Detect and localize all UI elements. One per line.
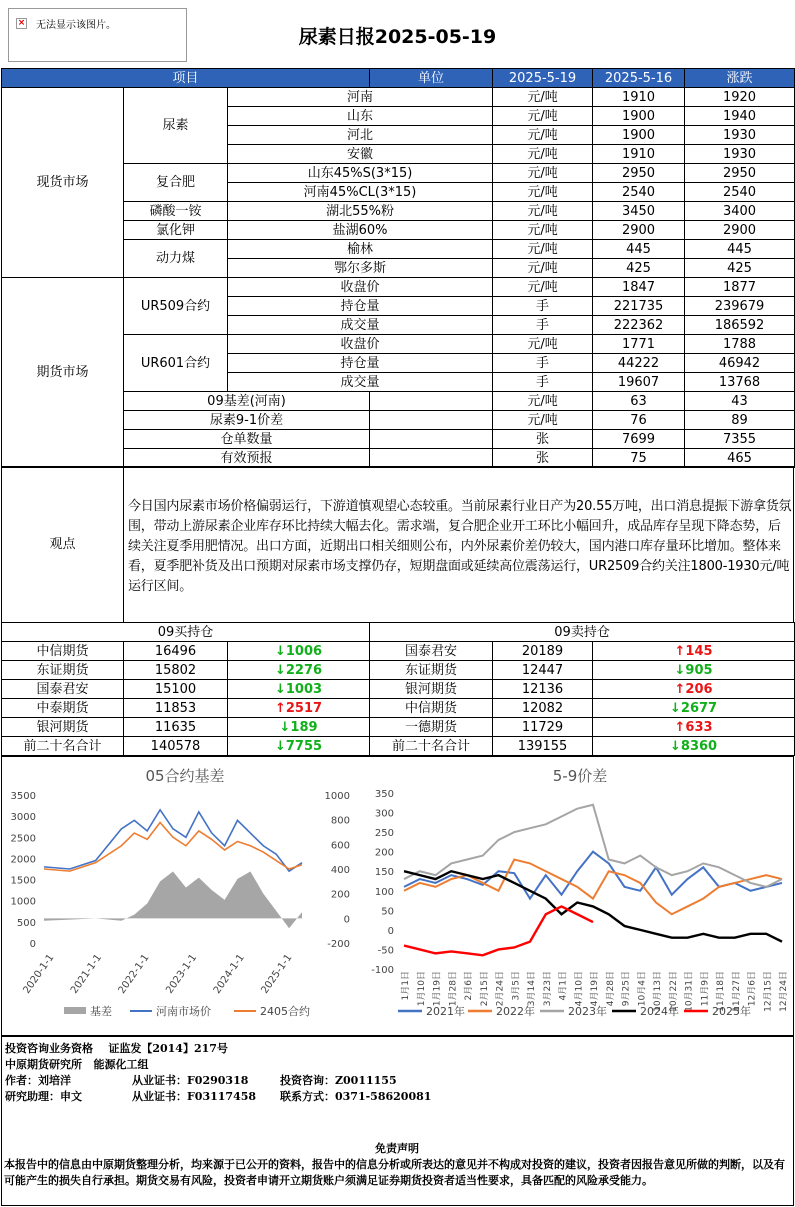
value-today: 1910 (593, 88, 685, 107)
legend-label: 2023年 (568, 1005, 607, 1018)
legend-swatch (64, 1007, 86, 1014)
opinion-text: 今日国内尿素市场价格偏弱运行，下游道慎观望心态较重。当前尿素行业日产为20.55万吨，出口消息提振下游拿货氛围，带动上游尿素企业库存环比持续大幅去化。需求端，复合肥企业开工环比小幅回升，成品库存呈现下降态势，后续关注夏季用肥情况。出口方面，近期出口相关细则公布，内外尿素价差仍较大，国内港口库存量环比增加。整体来看，夏季肥补货及出口预期对尿素市场支撑仍存，短期盘面或延续高位震荡运行，UR2509合约关注1800-1930元/吨运行区间。 (128, 499, 792, 594)
header-item: 项目 (2, 69, 370, 88)
buy-broker: 中泰期货 (2, 699, 124, 718)
y-tick-right: 600 (330, 840, 350, 852)
item-name: 山东45%S(3*15) (228, 164, 493, 183)
y-tick: 50 (381, 906, 394, 918)
x-tick: 2023-1-1 (164, 952, 200, 996)
value-today: 425 (593, 259, 685, 278)
market-table (1, 68, 795, 468)
value-prev: 13768 (685, 373, 795, 392)
y-tick-left: 2500 (10, 833, 36, 845)
item-name: 仓单数量 (124, 430, 370, 449)
buy-volume: 11853 (124, 699, 228, 718)
y-tick: 350 (374, 789, 394, 800)
series-line-4 (404, 906, 593, 955)
sell-broker: 前二十名合计 (370, 737, 493, 756)
value-prev: 1930 (685, 126, 795, 145)
value-today: 3450 (593, 202, 685, 221)
item-name: 河南45%CL(3*15) (228, 183, 493, 202)
x-tick: 12月6日 (747, 971, 758, 1007)
item-name: 尿素9-1价差 (124, 411, 370, 430)
value-prev: 465 (685, 449, 795, 468)
item-name: 09基差(河南) (124, 392, 370, 411)
item-name: 安徽 (228, 145, 493, 164)
group-name: UR601合约 (124, 335, 228, 392)
disclaimer-text: 本报告中的信息由中原期货整理分析，均来源于已公开的资料，报告中的信息分析或所表达的意见并不构成对投资的建议，投资者因报告意见所做的判断，以及有可能产生的损失自行承担。期货交易有风险，投资者申请开立期货账户须满足证券期货投资者适当性要求，具备匹配的风险承受能力。 (4, 1158, 785, 1187)
item-name: 榆林 (228, 240, 493, 259)
item-name: 有效预报 (124, 449, 370, 468)
value-today: 1910 (593, 145, 685, 164)
value-today: 1900 (593, 126, 685, 145)
report-footer (1, 1036, 794, 1206)
y-tick-left: 3500 (10, 791, 36, 802)
item-name: 成交量 (228, 316, 493, 335)
team-name: 能源化工组 (93, 1058, 149, 1071)
legend-label: 河南市场价 (156, 1005, 211, 1018)
buy-volume: 16496 (124, 642, 228, 661)
broken-image-icon: × (17, 18, 26, 28)
value-prev: 43 (685, 392, 795, 411)
position-row (2, 718, 795, 737)
unit-cell: 元/吨 (493, 259, 593, 278)
y-tick-right: 200 (330, 889, 350, 901)
empty-cell (370, 430, 493, 449)
table-row (2, 88, 795, 107)
value-today: 222362 (593, 316, 685, 335)
buy-change: ↑2517 (228, 699, 370, 718)
basis-chart (2, 757, 368, 1035)
value-prev: 1920 (685, 88, 795, 107)
position-row (2, 661, 795, 680)
item-name: 持仓量 (228, 297, 493, 316)
charts-area (1, 756, 794, 1036)
unit-cell: 元/吨 (493, 88, 593, 107)
series-line-3 (404, 871, 782, 941)
item-name: 收盘价 (228, 335, 493, 354)
y-tick-left: 1500 (10, 875, 36, 887)
legend-label: 2405合约 (260, 1005, 310, 1018)
buy-change: ↓2276 (228, 661, 370, 680)
unit-cell: 手 (493, 354, 593, 373)
y-tick: 300 (374, 808, 394, 820)
group-name: 氯化钾 (124, 221, 228, 240)
buy-broker: 前二十名合计 (2, 737, 124, 756)
value-today: 445 (593, 240, 685, 259)
y-tick: 150 (374, 867, 394, 879)
y-tick: 250 (374, 828, 394, 840)
buy-title: 09买持仓 (2, 623, 370, 642)
sell-volume: 12136 (493, 680, 593, 699)
unit-cell: 手 (493, 316, 593, 335)
x-tick: 2月6日 (464, 971, 474, 1001)
buy-volume: 11635 (124, 718, 228, 737)
x-tick: 1月28日 (448, 971, 459, 1007)
opinion-section (1, 466, 794, 623)
assistant-cert: 从业证书：F03117458 (132, 1090, 257, 1103)
series-line-1 (44, 810, 302, 871)
y-tick-right: 0 (343, 914, 350, 926)
value-today: 2540 (593, 183, 685, 202)
unit-cell: 元/吨 (493, 240, 593, 259)
buy-broker: 东证期货 (2, 661, 124, 680)
sell-broker: 中信期货 (370, 699, 493, 718)
buy-change: ↓7755 (228, 737, 370, 756)
buy-change: ↓1003 (228, 680, 370, 699)
x-tick: 10月13日 (653, 971, 663, 1012)
unit-cell: 张 (493, 430, 593, 449)
sell-volume: 12082 (493, 699, 593, 718)
unit-cell: 手 (493, 373, 593, 392)
x-tick: 12月15日 (763, 971, 774, 1012)
item-name: 盐湖60% (228, 221, 493, 240)
item-name: 成交量 (228, 373, 493, 392)
sell-volume: 11729 (493, 718, 593, 737)
sell-volume: 12447 (493, 661, 593, 680)
empty-cell (370, 449, 493, 468)
y-tick: -50 (377, 945, 394, 957)
buy-broker: 国泰君安 (2, 680, 124, 699)
x-tick: 2020-1-1 (21, 952, 57, 996)
buy-volume: 15802 (124, 661, 228, 680)
value-today: 1900 (593, 107, 685, 126)
x-tick: 2月15日 (479, 971, 490, 1007)
chart-title: 05合约基差 (145, 767, 225, 785)
value-prev: 2900 (685, 221, 795, 240)
value-today: 2950 (593, 164, 685, 183)
value-today: 75 (593, 449, 685, 468)
sell-change: ↑633 (593, 718, 795, 737)
value-prev: 2950 (685, 164, 795, 183)
x-tick: 3月23日 (542, 971, 553, 1007)
sell-broker: 东证期货 (370, 661, 493, 680)
sell-volume: 20189 (493, 642, 593, 661)
y-tick-left: 2000 (10, 854, 36, 866)
empty-cell (370, 392, 493, 411)
x-tick: 12月24日 (779, 971, 789, 1012)
x-tick: 1月19日 (432, 971, 443, 1007)
spread-chart (368, 757, 793, 1035)
value-today: 7699 (593, 430, 685, 449)
position-row (2, 680, 795, 699)
value-prev: 1788 (685, 335, 795, 354)
x-tick: 11月9日 (700, 971, 711, 1007)
legend-label: 2021年 (426, 1005, 465, 1018)
y-tick: 100 (374, 886, 394, 898)
unit-cell: 元/吨 (493, 411, 593, 430)
item-name: 山东 (228, 107, 493, 126)
value-today: 1847 (593, 278, 685, 297)
group-name: UR509合约 (124, 278, 228, 335)
sell-title: 09卖持仓 (370, 623, 795, 642)
unit-cell: 元/吨 (493, 183, 593, 202)
unit-cell: 元/吨 (493, 107, 593, 126)
unit-cell: 元/吨 (493, 278, 593, 297)
item-name: 收盘价 (228, 278, 493, 297)
x-tick: 10月31日 (684, 971, 695, 1012)
table-header-row (2, 69, 795, 88)
value-prev: 445 (685, 240, 795, 259)
contact: 联系方式：0371-58620081 (280, 1090, 432, 1103)
table-row (2, 278, 795, 297)
item-name: 持仓量 (228, 354, 493, 373)
positions-table (1, 622, 795, 756)
group-name: 尿素 (124, 88, 228, 164)
y-tick-right: 400 (330, 865, 350, 876)
qualification-number: 证监发【2014】217号 (108, 1042, 228, 1055)
x-tick: 4月28日 (605, 971, 616, 1007)
y-tick-right: 800 (330, 815, 350, 827)
report-title: 尿素日报2025-05-19 (298, 26, 497, 48)
item-name: 河北 (228, 126, 493, 145)
y-tick-right: -200 (327, 939, 350, 950)
y-tick-left: 0 (29, 939, 36, 950)
buy-broker: 中信期货 (2, 642, 124, 661)
value-today: 221735 (593, 297, 685, 316)
value-prev: 1930 (685, 145, 795, 164)
group-name: 动力煤 (124, 240, 228, 278)
unit-cell: 元/吨 (493, 221, 593, 240)
header-change: 涨跌 (685, 69, 795, 88)
section-spot: 现货市场 (2, 88, 124, 278)
value-today: 2900 (593, 221, 685, 240)
series-line-0 (404, 852, 782, 899)
y-tick-left: 3000 (10, 812, 36, 824)
position-row (2, 737, 795, 756)
unit-cell: 元/吨 (493, 335, 593, 354)
opinion-label: 观点 (2, 467, 124, 622)
value-prev: 425 (685, 259, 795, 278)
x-tick: 2月24日 (495, 971, 506, 1007)
x-tick: 10月4日 (637, 971, 648, 1007)
buy-volume: 15100 (124, 680, 228, 699)
group-name: 磷酸一铵 (124, 202, 228, 221)
header-date1: 2025-5-19 (493, 69, 593, 88)
value-today: 19607 (593, 373, 685, 392)
positions-header-row (2, 623, 795, 642)
x-tick: 3月5日 (511, 971, 522, 1001)
sell-broker: 一德期货 (370, 718, 493, 737)
disclaimer (4, 1141, 790, 1189)
y-tick: 0 (387, 925, 394, 937)
x-tick: 4月1日 (558, 971, 569, 1001)
buy-change: ↓1006 (228, 642, 370, 661)
item-name: 湖北55%粉 (228, 202, 493, 221)
empty-cell (370, 411, 493, 430)
value-prev: 7355 (685, 430, 795, 449)
institute-line (5, 1056, 149, 1072)
unit-cell: 元/吨 (493, 145, 593, 164)
unit-cell: 元/吨 (493, 202, 593, 221)
x-tick: 9月25日 (621, 971, 632, 1007)
disclaimer-title: 免责声明 (375, 1142, 419, 1155)
value-prev: 239679 (685, 297, 795, 316)
value-prev: 186592 (685, 316, 795, 335)
x-tick: 2024-1-1 (211, 952, 247, 996)
x-tick: 10月22日 (668, 971, 679, 1012)
series-basis-area (44, 871, 302, 928)
x-tick: 2021-1-1 (69, 952, 105, 996)
value-today: 1771 (593, 335, 685, 354)
unit-cell: 元/吨 (493, 164, 593, 183)
buy-change: ↓189 (228, 718, 370, 737)
item-name: 鄂尔多斯 (228, 259, 493, 278)
buy-volume: 140578 (124, 737, 228, 756)
assistant: 研究助理：申文 (5, 1090, 82, 1103)
value-today: 44222 (593, 354, 685, 373)
group-name: 复合肥 (124, 164, 228, 202)
unit-cell: 张 (493, 449, 593, 468)
institute-name: 中原期货研究所 (5, 1058, 82, 1071)
x-tick: 11月18日 (716, 971, 726, 1012)
x-tick: 2025-1-1 (259, 952, 295, 996)
buy-broker: 银河期货 (2, 718, 124, 737)
value-prev: 2540 (685, 183, 795, 202)
sell-broker: 国泰君安 (370, 642, 493, 661)
y-tick-left: 500 (16, 917, 36, 929)
section-futures: 期货市场 (2, 278, 124, 468)
unit-cell: 元/吨 (493, 126, 593, 145)
sell-change: ↑145 (593, 642, 795, 661)
qualification-line (5, 1040, 228, 1056)
author-cert: 从业证书：F0290318 (132, 1074, 249, 1087)
value-prev: 89 (685, 411, 795, 430)
sell-change: ↓905 (593, 661, 795, 680)
x-tick: 4月19日 (590, 971, 600, 1007)
position-row (2, 699, 795, 718)
sell-broker: 银河期货 (370, 680, 493, 699)
unit-cell: 手 (493, 297, 593, 316)
chart-title: 5-9价差 (552, 767, 608, 785)
x-tick: 11月27日 (731, 971, 742, 1012)
position-row (2, 642, 795, 661)
x-tick: 4月10日 (574, 971, 585, 1007)
x-tick: 1月10日 (416, 971, 427, 1007)
x-tick: 1月1日 (401, 971, 411, 1001)
legend-label: 2022年 (496, 1005, 535, 1018)
sell-change: ↓2677 (593, 699, 795, 718)
value-today: 76 (593, 411, 685, 430)
y-tick-left: 1000 (10, 896, 36, 908)
sell-volume: 139155 (493, 737, 593, 756)
value-prev: 3400 (685, 202, 795, 221)
legend-label: 2025年 (712, 1005, 751, 1018)
x-tick: 3月14日 (527, 971, 537, 1007)
legend-label: 2024年 (640, 1005, 679, 1018)
sell-change: ↓8360 (593, 737, 795, 756)
x-tick: 2022-1-1 (116, 952, 152, 996)
author-advisory: 投资咨询：Z0011155 (280, 1074, 397, 1087)
qualification-label: 投资咨询业务资格 (5, 1042, 93, 1055)
broken-image-text: 无法显示该图片。 (36, 20, 116, 31)
y-tick: -100 (371, 965, 394, 976)
legend-label: 基差 (90, 1005, 112, 1018)
y-tick: 200 (374, 847, 394, 859)
value-prev: 1940 (685, 107, 795, 126)
header-date2: 2025-5-16 (593, 69, 685, 88)
value-prev: 1877 (685, 278, 795, 297)
report-header (0, 0, 795, 68)
value-today: 63 (593, 392, 685, 411)
header-unit: 单位 (370, 69, 493, 88)
y-tick-right: 1000 (324, 791, 350, 802)
item-name: 河南 (228, 88, 493, 107)
sell-change: ↑206 (593, 680, 795, 699)
unit-cell: 元/吨 (493, 392, 593, 411)
author: 作者：刘培洋 (5, 1074, 71, 1087)
value-prev: 46942 (685, 354, 795, 373)
